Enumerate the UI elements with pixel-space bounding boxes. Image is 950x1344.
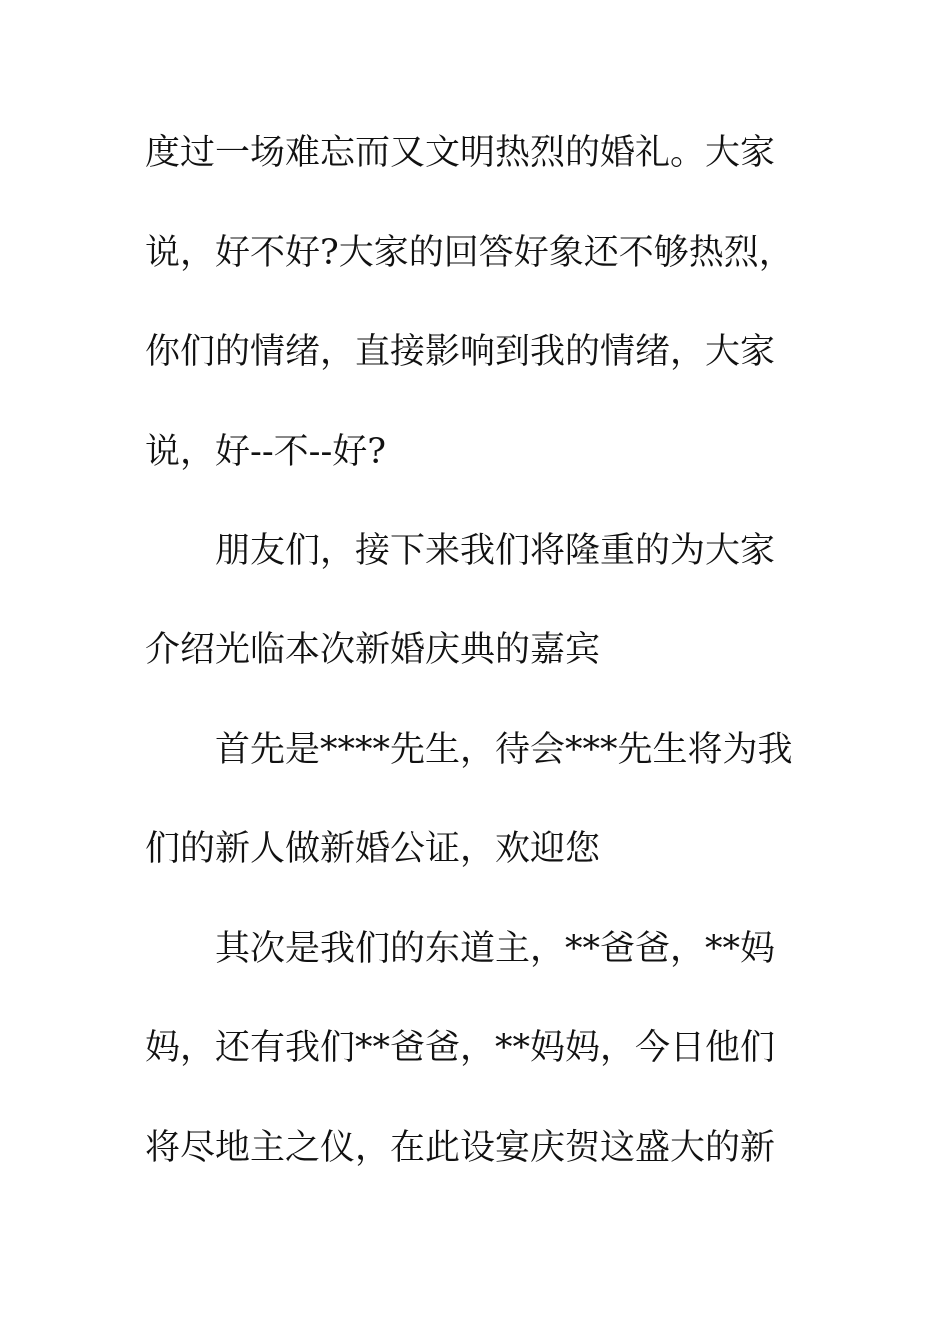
paragraph-first-line: 朋友们，接下来我们将隆重的为大家: [215, 531, 776, 571]
text-line: 度过一场难忘而又文明热烈的婚礼。大家: [145, 133, 776, 173]
text-line: 们的新人做新婚公证，欢迎您: [145, 829, 601, 869]
paragraph-first-line: 其次是我们的东道主，**爸爸，**妈: [215, 929, 776, 969]
text-line: 说，好--不--好?: [145, 432, 387, 472]
text-line: 说，好不好?大家的回答好象还不够热烈，: [145, 233, 794, 273]
paragraph-first-line: 首先是****先生，待会***先生将为我: [215, 730, 793, 770]
text-line: 将尽地主之仪，在此设宴庆贺这盛大的新: [145, 1128, 776, 1168]
text-line: 介绍光临本次新婚庆典的嘉宾: [145, 630, 601, 670]
text-line: 你们的情绪，直接影响到我的情绪，大家: [145, 332, 776, 372]
text-line: 妈，还有我们**爸爸，**妈妈，今日他们: [145, 1028, 776, 1068]
